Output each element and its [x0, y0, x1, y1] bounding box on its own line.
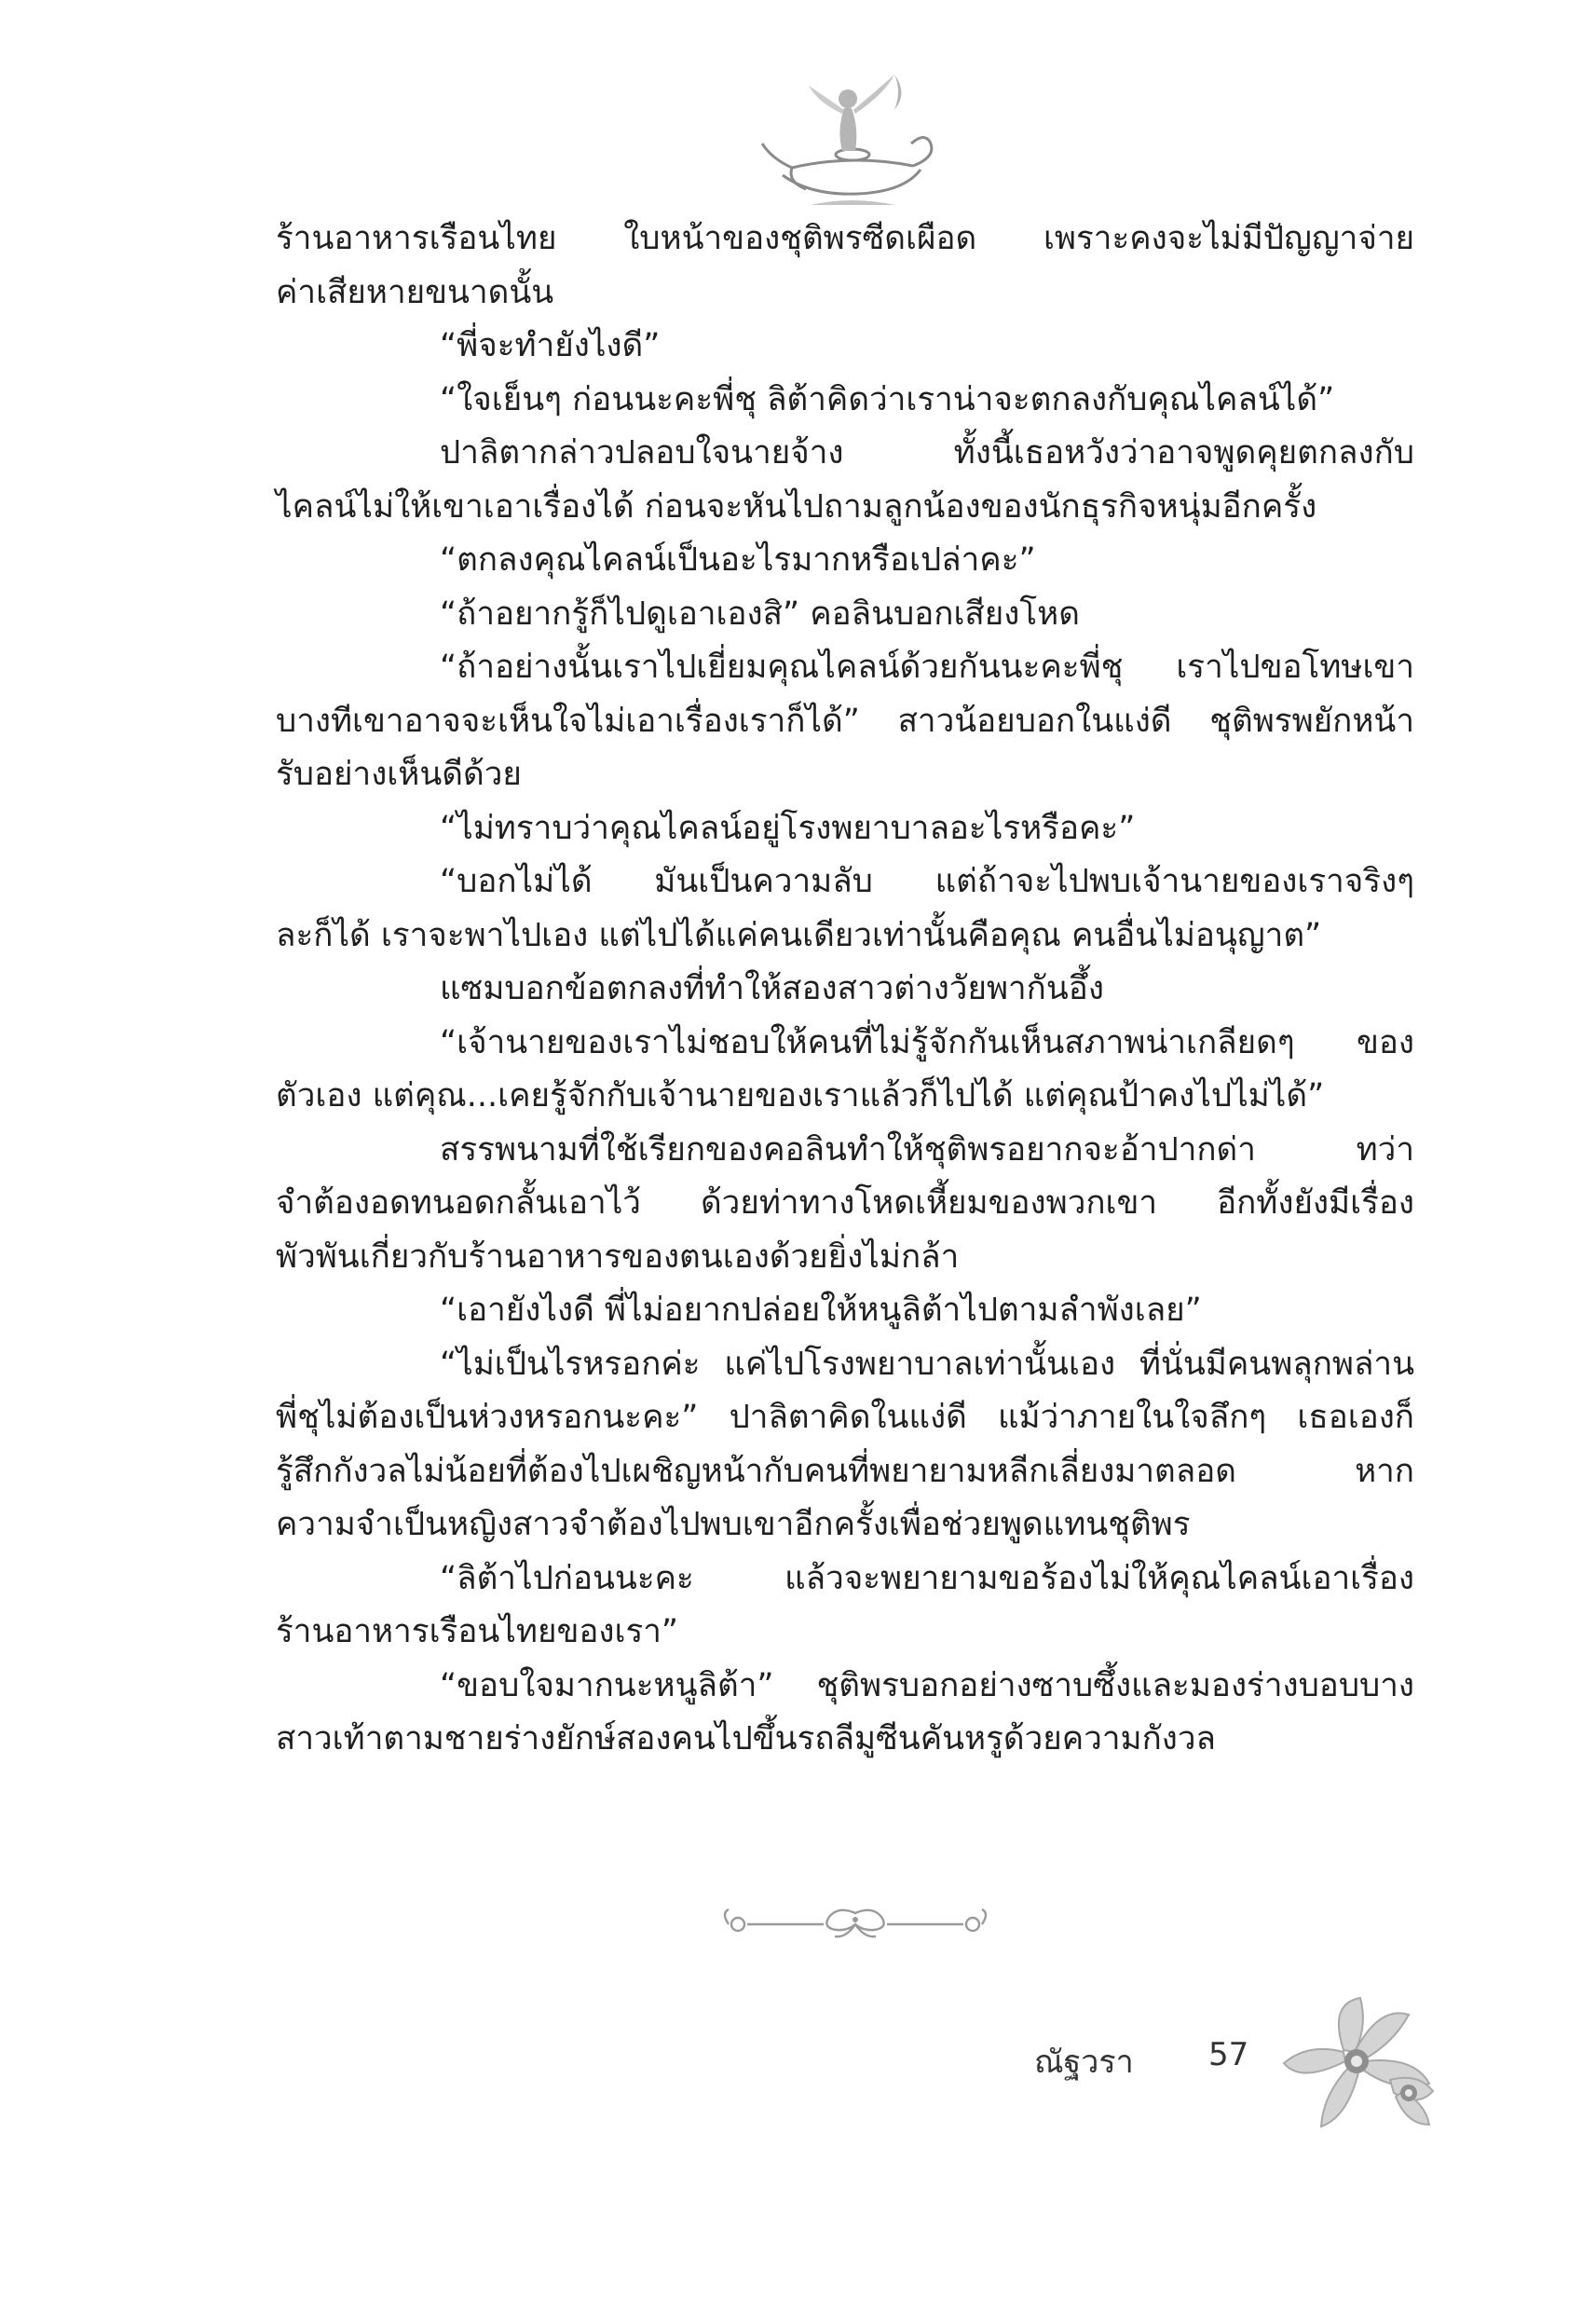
text-line: ความจำเป็นหญิงสาวจำต้องไปพบเขาอีกครั้งเพื่อช่วยพูดแทนชุติพร: [276, 1506, 1191, 1543]
text-line: พัวพันเกี่ยวกับร้านอาหารของตนเองด้วยยิ่งไม่กล้า: [276, 1238, 960, 1276]
page-number: 57: [1208, 2036, 1249, 2073]
text-line: รับอย่างเห็นดีด้วย: [276, 756, 522, 793]
text-line: “ตกลงคุณไคลน์เป็นอะไรมากหรือเปล่าคะ”: [440, 541, 1036, 579]
text-line: “ถ้าอย่างนั้นเราไปเยี่ยมคุณไคลน์ด้วยกันนะคะพี่ชุ เราไปขอโทษเขา: [440, 649, 1414, 686]
text-line: “ใจเย็นๆ ก่อนนะคะพี่ชุ ลิต้าคิดว่าเราน่าจะตกลงกับคุณไคลน์ได้”: [440, 380, 1335, 418]
body-text: [276, 212, 1414, 1767]
text-line: ตัวเอง แต่คุณ...เคยรู้จักกับเจ้านายของเราแล้วก็ไปได้ แต่คุณป้าคงไปไม่ได้”: [276, 1077, 1325, 1114]
text-line: รู้สึกกังวลไม่น้อยที่ต้องไปเผชิญหน้ากับคนที่พยายามหลีกเลี่ยงมาตลอด หาก: [276, 1452, 1414, 1490]
flourish-divider-icon: [716, 1901, 995, 1948]
text-line: “ไม่เป็นไรหรอกค่ะ แค่ไปโรงพยาบาลเท่านั้นเอง ที่นั่นมีคนพลุกพล่าน: [440, 1345, 1414, 1383]
orchid-flower-icon: [1278, 1994, 1455, 2134]
text-line: “บอกไม่ได้ มันเป็นความลับ แต่ถ้าจะไปพบเจ้านายของเราจริงๆ: [440, 863, 1414, 900]
text-line: “ถ้าอยากรู้ก็ไปดูเอาเองสิ” คอลินบอกเสียงโหด: [440, 595, 1080, 633]
text-line: ร้านอาหารเรือนไทยของเรา”: [276, 1613, 679, 1650]
text-line: “ไม่ทราบว่าคุณไคลน์อยู่โรงพยาบาลอะไรหรือคะ”: [440, 809, 1136, 847]
text-line: บางทีเขาอาจจะเห็นใจไม่เอาเรื่องเราก็ได้” สาวน้อยบอกในแง่ดี ชุติพรพยักหน้า: [276, 702, 1414, 740]
text-line: “ลิต้าไปก่อนนะคะ แล้วจะพยายามขอร้องไม่ให้คุณไคลน์เอาเรื่อง: [440, 1559, 1414, 1597]
text-line: ละก็ได้ เราจะพาไปเอง แต่ไปได้แค่คนเดียวเท่านั้นคือคุณ คนอื่นไม่อนุญาต”: [276, 916, 1322, 954]
text-line: ไคลน์ไม่ให้เขาเอาเรื่องได้ ก่อนจะหันไปถามลูกน้องของนักธุรกิจหนุ่มอีกครั้ง: [276, 487, 1317, 526]
text-line: ร้านอาหารเรือนไทย ใบหน้าของชุติพรซีดเผือด เพราะคงจะไม่มีปัญญาจ่าย: [276, 220, 1414, 257]
text-line: จำต้องอดทนอดกลั้นเอาไว้ ด้วยท่าทางโหดเหี้ยมของพวกเขา อีกทั้งยังมีเรื่อง: [276, 1184, 1414, 1222]
text-line: “เอายังไงดี พี่ไม่อยากปล่อยให้หนูลิต้าไปตามลำพังเลย”: [440, 1292, 1202, 1329]
text-line: ปาลิตากล่าวปลอบใจนายจ้าง ทั้งนี้เธอหวังว่าอาจพูดคุยตกลงกับ: [440, 434, 1414, 472]
text-line: พี่ชุไม่ต้องเป็นห่วงหรอกนะคะ” ปาลิตาคิดในแง่ดี แม้ว่าภายในใจลึกๆ เธอเองก็: [276, 1399, 1414, 1436]
text-line: “พี่จะทำยังไงดี”: [440, 327, 661, 364]
footer-author: ณัฐวรา: [1034, 2044, 1134, 2081]
text-line: สรรพนามที่ใช้เรียกของคอลินทำให้ชุติพรอยากจะอ้าปากด่า ทว่า: [440, 1130, 1414, 1169]
text-line: แซมบอกข้อตกลงที่ทำให้สองสาวต่างวัยพากันอึ้ง: [440, 970, 1104, 1007]
text-line: สาวเท้าตามชายร่างยักษ์สองคนไปขึ้นรถลีมูซีนคันหรูด้วยความกังวล: [276, 1720, 1216, 1757]
teapot-fairy-icon: [755, 65, 950, 205]
text-line: ค่าเสียหายขนาดนั้น: [276, 273, 554, 311]
text-line: “เจ้านายของเราไม่ชอบให้คนที่ไม่รู้จักกันเห็นสภาพน่าเกลียดๆ ของ: [440, 1023, 1414, 1061]
text-line: “ขอบใจมากนะหนูลิต้า” ชุติพรบอกอย่างซาบซึ้งและมองร่างบอบบาง: [440, 1666, 1414, 1704]
